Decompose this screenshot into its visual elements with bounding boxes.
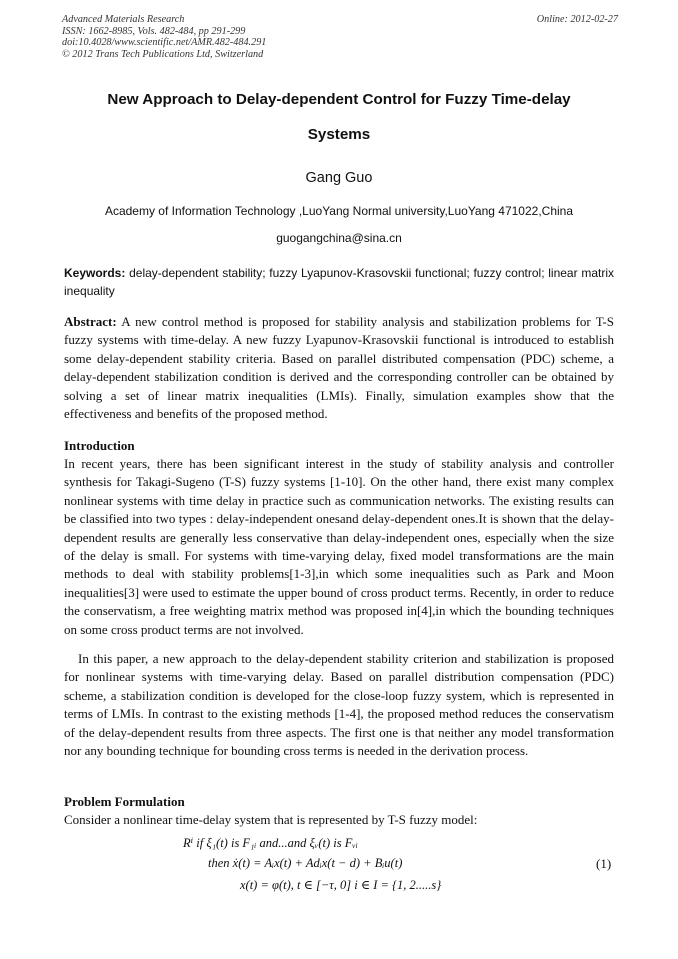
problem-formulation-paragraph: Consider a nonlinear time-delay system that is represented by T-S fuzzy model: — [64, 812, 478, 827]
paper-title-line-1: New Approach to Delay-dependent Control for Fuzzy Time-delay — [107, 91, 571, 108]
equation-initial-condition-line: x(t) = φ(t), t ∈ [−τ, 0] i ∈ I = {1, 2.....s} — [240, 878, 442, 892]
journal-name: Advanced Materials Research — [62, 14, 185, 25]
equation-number: (1) — [596, 856, 612, 871]
introduction-paragraph-1: In recent years, there has been significant interest in the study of stability analysis and controller synthesis for Takagi-Sugeno (T-S) fuzzy systems [1-10]. On the other hand, there exist many complex nonlinear systems with time delay in practice such as communication networks. The existing results can be classified into two types : delay-independent onesand delay-dependent ones.It is shown that the delay-dependent results are generally less conservative than delay-independent ones, especially when the size of the delay is small. For systems with time-varying delay, fixed model transformations are the main methods to deal with stability problems[1-3],in which some inequalities such as Park and Moon inequalities[3] were used to estimate the upper bound of cross product terms. Recently, in order to reduce the conservatism, a free weighting matrix method was proposed in[4],in which the bounding techniques on some cross product terms are not involved. — [64, 456, 614, 637]
author-email: guogangchina@sina.cn — [276, 231, 402, 245]
keywords-label: Keywords: — [64, 266, 126, 280]
journal-doi: doi:10.4028/www.scientific.net/AMR.482-484.291 — [62, 37, 267, 49]
introduction-heading: Introduction — [64, 438, 135, 453]
paper-title-line-2: Systems — [307, 126, 371, 143]
author-affiliation: Academy of Information Technology ,LuoYang Normal university,LuoYang 471022,China — [104, 204, 574, 218]
journal-issn: ISSN: 1662-8985, Vols. 482-484, pp 291-299 — [62, 25, 246, 37]
abstract-label: Abstract: — [64, 314, 117, 329]
abstract — [64, 313, 614, 423]
journal-copyright: © 2012 Trans Tech Publications Ltd, Switzerland — [62, 48, 264, 60]
online-date: Online: 2012-02-27 — [536, 14, 618, 25]
keywords — [64, 264, 614, 300]
journal-header — [62, 14, 618, 60]
introduction-paragraph-2: In this paper, a new approach to the delay-dependent stability criterion and stabilization is proposed for nonlinear systems with time-varying delay. Based on parallel distribution compensation (PDC) scheme, a stabilization condition is developed for the close-loop fuzzy system, which is represented in terms of LMIs. In contrast to the existing methods [1-4], the proposed method reduces the conservatism of the delay-dependent results from three aspects. The first one is that neither any model transformation nor any bounding technique for bounding cross terms is needed in the derivation process. — [64, 651, 614, 759]
problem-formulation-heading: Problem Formulation — [64, 794, 185, 809]
equation-consequent-line: then ẋ(t) = Aᵢx(t) + Adᵢx(t − d) + Bᵢu(t) — [208, 856, 403, 870]
author-name: Gang Guo — [305, 170, 373, 186]
equation-rule-line: Rⁱ if ξ₁(t) is F₁ᵢ and...and ξᵥ(t) is Fᵥᵢ — [183, 836, 358, 850]
keywords-text: delay-dependent stability; fuzzy Lyapunov-Krasovskii functional; fuzzy control; linear matrix inequality — [64, 266, 614, 298]
abstract-text: A new control method is proposed for stability analysis and stabilization problems for T-S fuzzy systems with time-delay. A new fuzzy Lyapunov-Krasovskii functional is introduced to establish some delay-dependent stability criteria. Based on parallel distributed compensation (PDC) scheme, a delay-dependent stabilization condition is derived and the corresponding controller can be obtained by solving a set of linear matrix inequalities (LMIs). Finally, simulation examples show that the effectiveness and benefits of the proposed method. — [64, 314, 614, 422]
